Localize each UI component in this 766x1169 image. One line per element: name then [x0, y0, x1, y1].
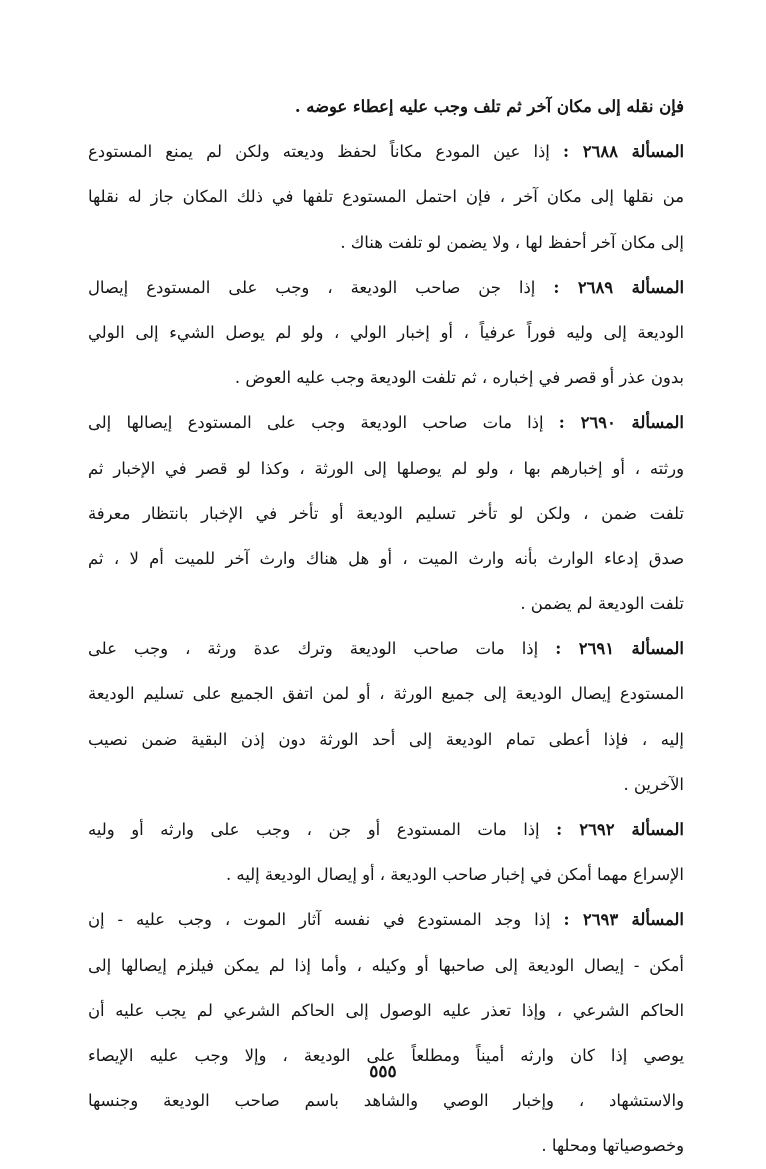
- line-text: والاستشهاد ، وإخبار الوصي والشاهد باسم صاحب الوديعة وجنسها: [88, 1091, 684, 1111]
- issue-heading: المسألة ٢٦٩٣ :: [563, 910, 684, 930]
- line-text: الحاكم الشرعي ، وإذا تعذر عليه الوصول إلى الحاكم الشرعي لم يجب عليه أن: [88, 1000, 684, 1020]
- text-line: [88, 491, 684, 536]
- line-text: الوديعة إلى وليه فوراً عرفياً ، أو إخبار الولي ، ولو لم يوصل الشيء إلى الولي: [88, 322, 684, 342]
- line-text: إذا جن صاحب الوديعة ، وجب على المستودع إيصال: [88, 277, 536, 297]
- line-text: بدون عذر أو قصر في إخباره ، ثم تلفت الوديعة وجب عليه العوض .: [234, 368, 684, 388]
- line-text: الآخرين .: [623, 774, 684, 794]
- text-line: [88, 943, 684, 988]
- line-text: وخصوصياتها ومحلها .: [541, 1136, 684, 1156]
- page-number: ٥٥٥: [369, 1062, 397, 1082]
- line-text: إلى مكان آخر أحفظ لها ، ولا يضمن لو تلفت هناك .: [340, 232, 684, 252]
- paragraph-start-line: [88, 807, 684, 852]
- line-text: المستودع إيصال الوديعة إلى جميع الورثة ، أو لمن اتفق الجميع على تسليم الوديعة: [88, 684, 684, 704]
- line-text: إذا مات المستودع أو جن ، وجب على وارثه أو وليه: [88, 820, 540, 839]
- text-line: [88, 536, 684, 581]
- text-line: [88, 84, 684, 129]
- paragraph-start-line: [88, 129, 684, 174]
- issue-heading: المسألة ٢٦٩٢ :: [556, 820, 684, 839]
- line-text: إذا وجد المستودع في نفسه آثار الموت ، وجب عليه - إن: [88, 910, 551, 930]
- text-line: [88, 355, 684, 400]
- issue-heading: المسألة ٢٦٨٨ :: [563, 142, 684, 162]
- text-line: [88, 446, 684, 491]
- line-text: إذا عين المودع مكاناً لحفظ وديعته ولكن لم يمنع المستودع: [88, 142, 550, 162]
- text-line: [88, 988, 684, 1033]
- line-text: صدق إدعاء الوارث بأنه وارث الميت ، أو هل هناك وارث آخر للميت أم لا ، ثم: [88, 548, 684, 568]
- issue-heading: المسألة ٢٦٩٠ :: [558, 413, 684, 433]
- text-line: [88, 220, 684, 265]
- text-line: [88, 717, 684, 762]
- issue-heading: المسألة ٢٦٨٩ :: [553, 277, 684, 297]
- text-line: [88, 1078, 684, 1123]
- line-text: فإن نقله إلى مكان آخر ثم تلف وجب عليه إعطاء عوضه .: [294, 97, 684, 116]
- paragraph-start-line: [88, 897, 684, 942]
- line-text: يوصي إذا كان وارثه أميناً ومطلعاً على الوديعة ، وإلا وجب عليه الإيصاء: [88, 1045, 684, 1065]
- text-line: [88, 762, 684, 807]
- text-line: [88, 852, 684, 897]
- line-text: تلفت الوديعة لم يضمن .: [520, 594, 684, 614]
- line-text: إليه ، فإذا أعطى تمام الوديعة إلى أحد الورثة دون إذن البقية ضمن نصيب: [88, 729, 684, 749]
- line-text: تلفت ضمن ، ولكن لو تأخر تسليم الوديعة أو تأخر في الإخبار بانتظار معرفة: [88, 503, 684, 523]
- text-line: [88, 1123, 684, 1168]
- text-line: [88, 671, 684, 716]
- line-text: الإسراع مهما أمكن في إخبار صاحب الوديعة ، أو إيصال الوديعة إليه .: [225, 865, 684, 885]
- text-line: [88, 310, 684, 355]
- line-text: إذا مات صاحب الوديعة وترك عدة ورثة ، وجب على: [88, 639, 539, 659]
- paragraph-start-line: [88, 626, 684, 671]
- paragraph-start-line: [88, 400, 684, 445]
- text-line: [88, 581, 684, 626]
- text-line: [88, 174, 684, 219]
- paragraph-start-line: [88, 265, 684, 310]
- line-text: إذا مات صاحب الوديعة وجب على المستودع إيصالها إلى: [88, 413, 544, 433]
- line-text: أمكن - إيصال الوديعة إلى صاحبها أو وكيله ، وأما إذا لم يمكن فيلزم إيصالها إلى: [88, 955, 684, 975]
- line-text: ورثته ، أو إخبارهم بها ، ولو لم يوصلها إلى الورثة ، وكذا لو قصر في الإخبار ثم: [88, 458, 684, 478]
- issue-heading: المسألة ٢٦٩١ :: [555, 639, 684, 659]
- line-text: من نقلها إلى مكان آخر ، فإن احتمل المستودع تلفها في ذلك المكان جاز له نقلها: [88, 187, 684, 207]
